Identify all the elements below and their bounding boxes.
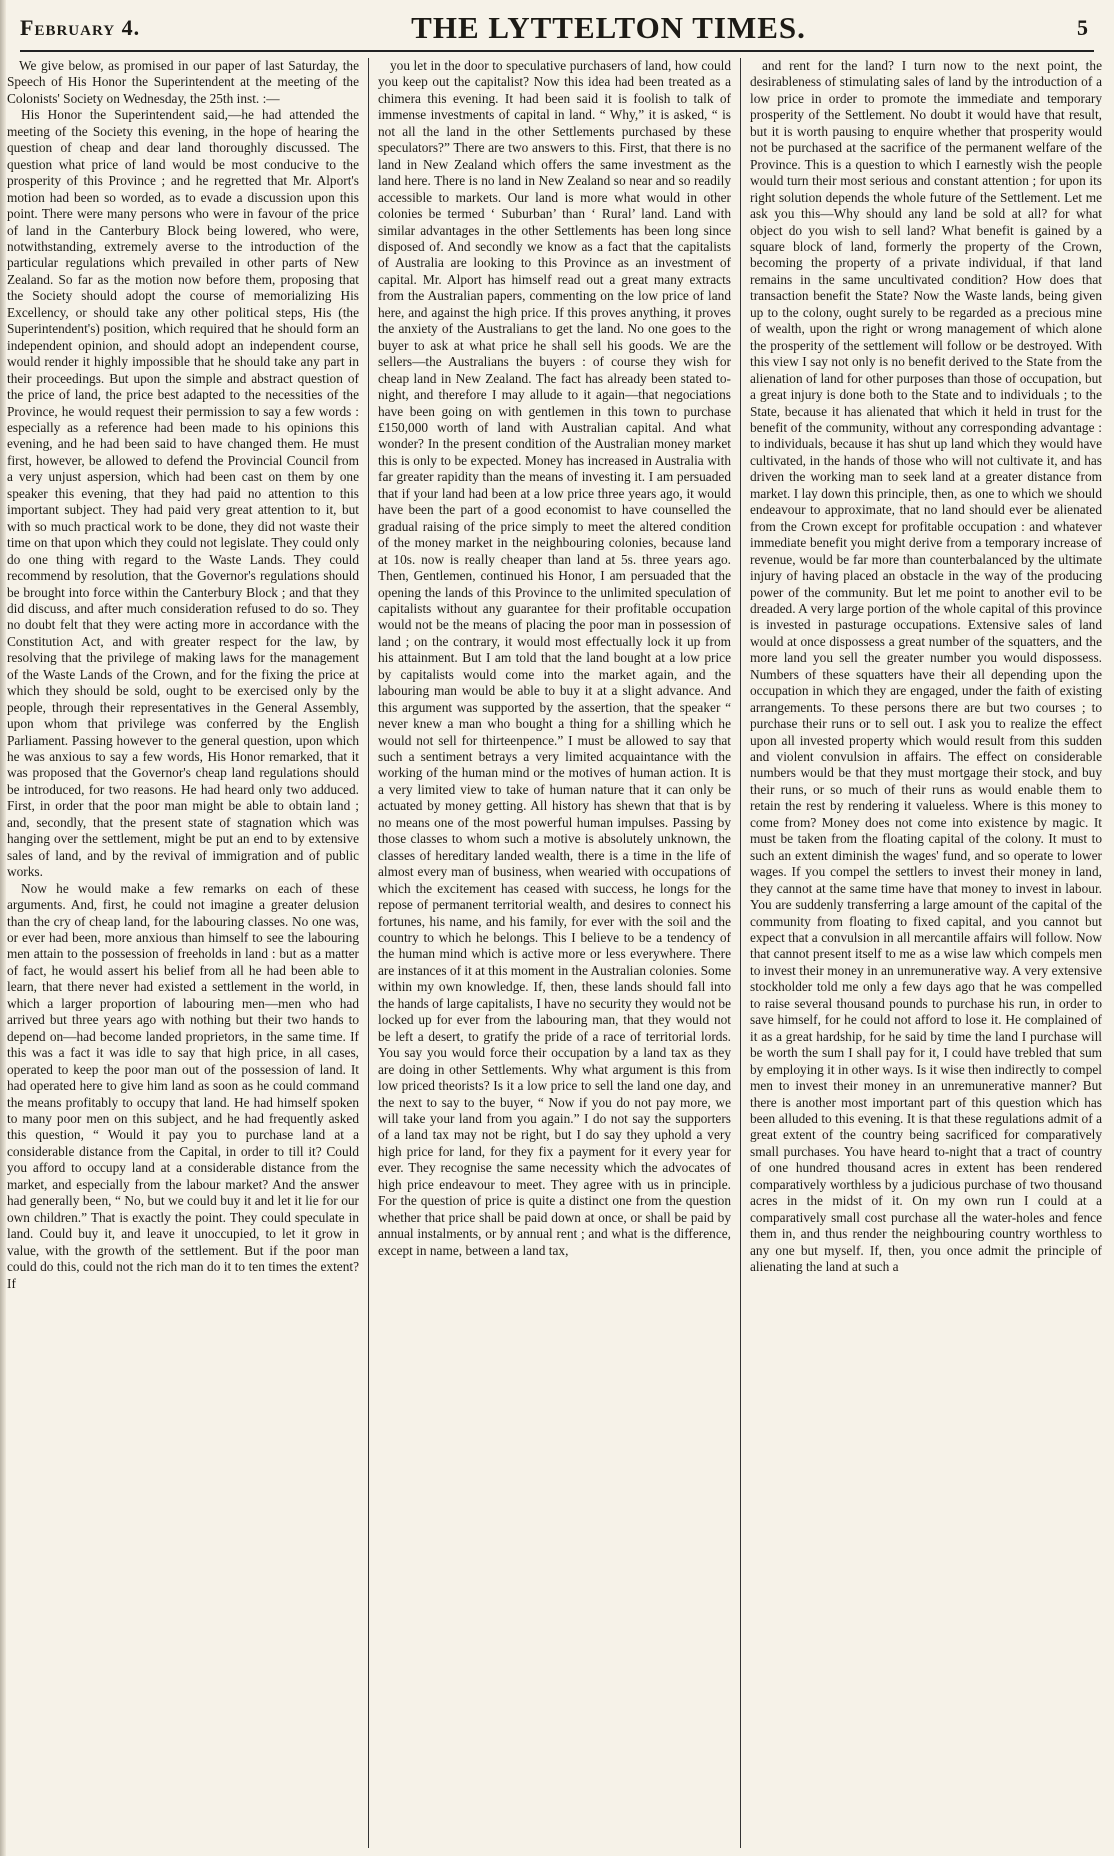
column-rule bbox=[740, 58, 741, 1848]
column-3 bbox=[750, 58, 1102, 1848]
column-1 bbox=[7, 58, 359, 1848]
speech-paragraph: you let in the door to speculative purchasers of land, how could you keep out the capitalist? Now this idea had been treated as a chimera this evening. It had been said it is foolish to talk of immense investments of capital in land. “ Why,” it is asked, “ is not all the land in the other Settlements purchased by these speculators?” There are two answers to this. First, that there is no land in New Zealand which offers the same investment as the land here. There is no land in New Zealand so near and so readily accessible to markets. Our land is more what would in other colonies be termed ‘ Suburban’ than ‘ Rural’ land. Land with similar advantages in the other Settlements has been long since disposed of. And secondly we know as a fact that the capitalists of Australia are looking to this Province as an investment of capital. Mr. Alport has himself read out a great many extracts from the Australian papers, commenting on the low price of land here, and against the high price. If this proves anything, it proves the anxiety of the Australians to get the land. No one goes to the buyer to ask at what price he shall sell his goods. We are the sellers—the Australians the buyers : of course they wish for cheap land in New Zealand. The fact has already been stated to-night, and therefore I may allude to it again—that negociations have been going on with gentlemen in this town to purchase £150,000 worth of land with Australian capital. And what wonder? In the present condition of the Australian money market this is only to be expected. Money has increased in Australia with far greater rapidity than the means of investing it. I am persuaded that if your land had been at a low price three years ago, it would have been the part of a good economist to have counselled the gradual raising of the price simply to meet the altered condition of the money market in the neighbouring colonies, because land at 10s. now is really cheaper than land at 5s. three years ago. Then, Gentlemen, continued his Honor, I am persuaded that the opening the lands of this Province to the unlimited speculation of capitalists without any guarantee for their profitable occupation would not be the means of placing the poor man in possession of land ; on the contrary, it would most effectually lock it up from his attainment. But I am told that the land bought at a low price by capitalists would come into the market again, and the labouring man would be able to buy it at a slight advance. And this argument was supported by the assertion, that the speaker “ never knew a man who bought a thing for a shilling which he would not sell for thirteenpence.” I must be allowed to say that such a sentiment betrays a very limited acquaintance with the working of the human mind or the motives of human action. It is a very limited view to take of human nature that it can only be actuated by money getting. All history has shewn that that is by no means one of the most powerful human impulses. Passing by those classes to whom such a motive is absolutely unknown, the classes of hereditary landed wealth, there is a time in the life of almost every man of business, when wearied with occupations of which the excitement has ceased with success, he longs for the repose of permanent territorial wealth, and desires to connect his fortunes, his name, and his family, for ever with the soil and the country to which he belongs. This I believe to be a tendency of the human mind which is active more or less everywhere. There are instances of it at this moment in the Australian colonies. Some within my own knowledge. If, then, these lands should fall into the hands of large capitalists, I have no security they would not be locked up for ever from the labouring man, that they would not be left a desert, to gratify the pride of a race of territorial lords. You say you would force their occupation by a land tax as they are doing in other Settlements. Why what argument is this from low priced theorists? Is it a low price to sell the land one day, and the next to say to the buyer, “ Now if you do not pay more, we will take your land from you again.” I do not say the supporters of a land tax may not be right, but I do say they uphold a very high price for land, for they fix a payment for it every year for ever. They recognise the same necessity which the advocates of high price endeavour to meet. They agree with us in principle. For the question of price is quite a distinct one from the question whether that price shall be paid down at once, or shall be paid by annual instalments, or by annual rent ; and what is the difference, except in name, between a land tax, bbox=[378, 58, 731, 1258]
issue-date: February 4. bbox=[20, 15, 141, 40]
speech-paragraph: and rent for the land? I turn now to the next point, the desirableness of stimulating sales of land by the introduction of a low price in order to promote the immediate and temporary prosperity of the Settlement. No doubt it would have that result, but it is worth pausing to enquire whether that prosperity would not be purchased at the sacrifice of the permanent welfare of the Province. This is a question to which I earnestly wish the people would turn their most serious and constant attention ; for upon its right solution depends the whole future of the Settlement. Let me ask you this—Why should any land be sold at all? for what object do you wish to sell land? What benefit is gained by a square block of land, formerly the property of the Crown, becoming the property of a private individual, if that land remains in the same uncultivated condition? How does that transaction benefit the State? Now the Waste lands, being given up to the colony, ought surely to be regarded as a precious mine of wealth, upon the right or wrong management of which alone the prosperity of the settlement will follow or be destroyed. With this view I say not only is no benefit derived to the State from the alienation of land for other purposes than those of occupation, but a great injury is done both to the State and to individuals ; to the State, because it has alienated that which it held in trust for the benefit of the community, without any corresponding advantage : to individuals, because it has shut up land which they would have cultivated, in the hands of those who will not cultivate it, and has driven the working man to seek land at a greater distance from market. I lay down this principle, then, as one to which we should endeavour to approximate, that no land should ever be alienated from the Crown except for profitable occupation : and whatever immediate benefit you might derive from a temporary increase of revenue, would be far more than counterbalanced by the ultimate injury of having placed an obstacle in the way of the producing power of the community. But let me point to another evil to be dreaded. A very large portion of the whole capital of this province is invested in pasturage occupations. Extensive sales of land would at once dispossess a great number of the squatters, and the more land you sell the greater number you would dispossess. Numbers of these squatters have their all depending upon the occupation in which they are engaged, under the faith of existing arrangements. To these persons there are but two courses ; to purchase their runs or to sell out. I ask you to realize the effect upon all invested property which would result from this sudden and violent convulsion in affairs. The effect on considerable numbers would be that they must mortgage their stock, and buy their runs, or so much of their runs as would enable them to retain the rest by rendering it valueless. Where is this money to come from? Money does not come into existence by magic. It must be taken from the floating capital of the colony. It must to such an extent diminish the wages' fund, and so operate to lower wages. If you compel the settlers to invest their money in land, they cannot at the same time have that money to invest in labour. You are suddenly transferring a large amount of the capital of the community from floating to fixed capital, and you cannot but expect that a convulsion in all mercantile affairs will follow. Now that cannot present itself to me as a wise law which compels men to invest their money in an unremunerative way. A very extensive stockholder told me only a few days ago that he was compelled to raise several thousand pounds to purchase his run, in order to save himself, for he could not afford to lose it. He complained of it as a great hardship, for he said by time the land I purchase will be worth the sum I shall pay for it, I could have trebled that sum by employing it in other ways. Is it wise then indirectly to compel men to invest their money in an unremunerative manner? But there is another most important part of this question which has been alluded to this evening. It is that these regulations admit of a great extent of the country being sacrificed for comparatively small purchases. You have heard to-night that a tract of country of one hundred thousand acres in extent has been rendered comparatively worthless by a judicious purchase of two thousand acres in the midst of it. On my own run I could at a comparatively small cost purchase all the water-holes and fence them in, and thus render the neighbouring country worthless to any one but myself. If, then, you once admit the principle of alienating the land at such a bbox=[750, 58, 1102, 1275]
page-number: 5 bbox=[1077, 15, 1088, 40]
column-rule bbox=[368, 58, 369, 1848]
speech-paragraph: Now he would make a few remarks on each of these arguments. And, first, he could not imagine a greater delusion than the cry of cheap land, for the labouring classes. No one was, or ever had been, more anxious than himself to see the labouring men attain to the possession of freeholds in land : but as a matter of fact, he would assert his belief from all he had been able to learn, that there never had existed a settlement in the world, in which a larger proportion of labouring men—men who had arrived but three years ago with nothing but their two hands to depend on—had become landed proprietors, in the same time. If this was a fact it was idle to say that high price, in all cases, operated to keep the poor man out of the possession of land. It had operated here to give him land as soon as he could command the means profitably to occupy that land. He had himself spoken to many poor men on this subject, and he had frequently asked this question, “ Would it pay you to purchase land at a considerable distance from the Capital, in order to till it? Could you afford to occupy land at a considerable distance from the market, and especially from the labour market? And the answer had generally been, “ No, but we could buy it and let it lie for our own children.” That is exactly the point. They could speculate in land. Could buy it, and leave it unoccupied, to let it grow in value, with the growth of the settlement. But if the poor man could do this, could not the rich man do it to ten times the extent? If bbox=[7, 880, 359, 1291]
intro-paragraph: We give below, as promised in our paper of last Saturday, the Speech of His Honor the Superintendent at the meeting of the Colonists' Society on Wednesday, the 25th inst. :— bbox=[7, 58, 359, 106]
column-2 bbox=[378, 58, 731, 1848]
masthead bbox=[20, 6, 1094, 52]
page-binding-edge bbox=[0, 0, 6, 1856]
newspaper-title: THE LYTTELTON TIMES. bbox=[411, 10, 806, 45]
speech-paragraph: His Honor the Superintendent said,—he had attended the meeting of the Society this evening, in the hope of hearing the question of cheap and dear land thoroughly discussed. The question what price of land would be most conducive to the prosperity of this Province ; and he regretted that Mr. Alport's motion had been so worded, as to evade a discussion upon this point. There were many persons who were in favour of the price of land in the Canterbury Block being lowered, who were, notwithstanding, extremely averse to the introduction of the particular regulations which prevailed in other parts of New Zealand. So far as the motion now before them, proposing that the Society should adopt the course of memorializing His Excellency, or should take any other political steps, His (the Superintendent's) position, which required that he should form an independent opinion, and should adopt an independent course, would render it highly impossible that he should take any part in their proceedings. But upon the simple and abstract question of the price of land, the price best adapted to the necessities of the Province, he would request their permission to say a few words : especially as a reference had been made to his opinions this evening, and he had been said to have changed them. He must first, however, be allowed to defend the Provincial Council from a very unjust aspersion, which had been cast on them by one speaker this evening, that they had paid no attention to this important subject. They had paid very great attention to it, but with so much practical work to be done, they did not waste their time on that upon which they could not legislate. They could only do one thing with regard to the Waste Lands. They could recommend by resolution, that the Governor's regulations should be brought into force within the Canterbury Block ; and that they did discuss, and after much consideration refused to do so. They no doubt felt that they were acting more in accordance with the Constitution Act, and with greater respect for the law, by resolving that the privilege of making laws for the management of the Waste Lands of the Crown, and for the fixing the price at which they should be sold, ought to be exercised only by the people, through their representatives in the General Assembly, upon whom that privilege was conferred by the English Parliament. Passing however to the general question, upon which he was anxious to say a few words, His Honor remarked, that it was proposed that the Governor's cheap land regulations should be introduced, for two reasons. He had heard only two adduced. First, in order that the poor man might be able to obtain land ; and, secondly, that the present state of stagnation which was hanging over the settlement, might be put an end to by extensive sales of land, and by the revival of immigration and of public works. bbox=[7, 107, 359, 880]
